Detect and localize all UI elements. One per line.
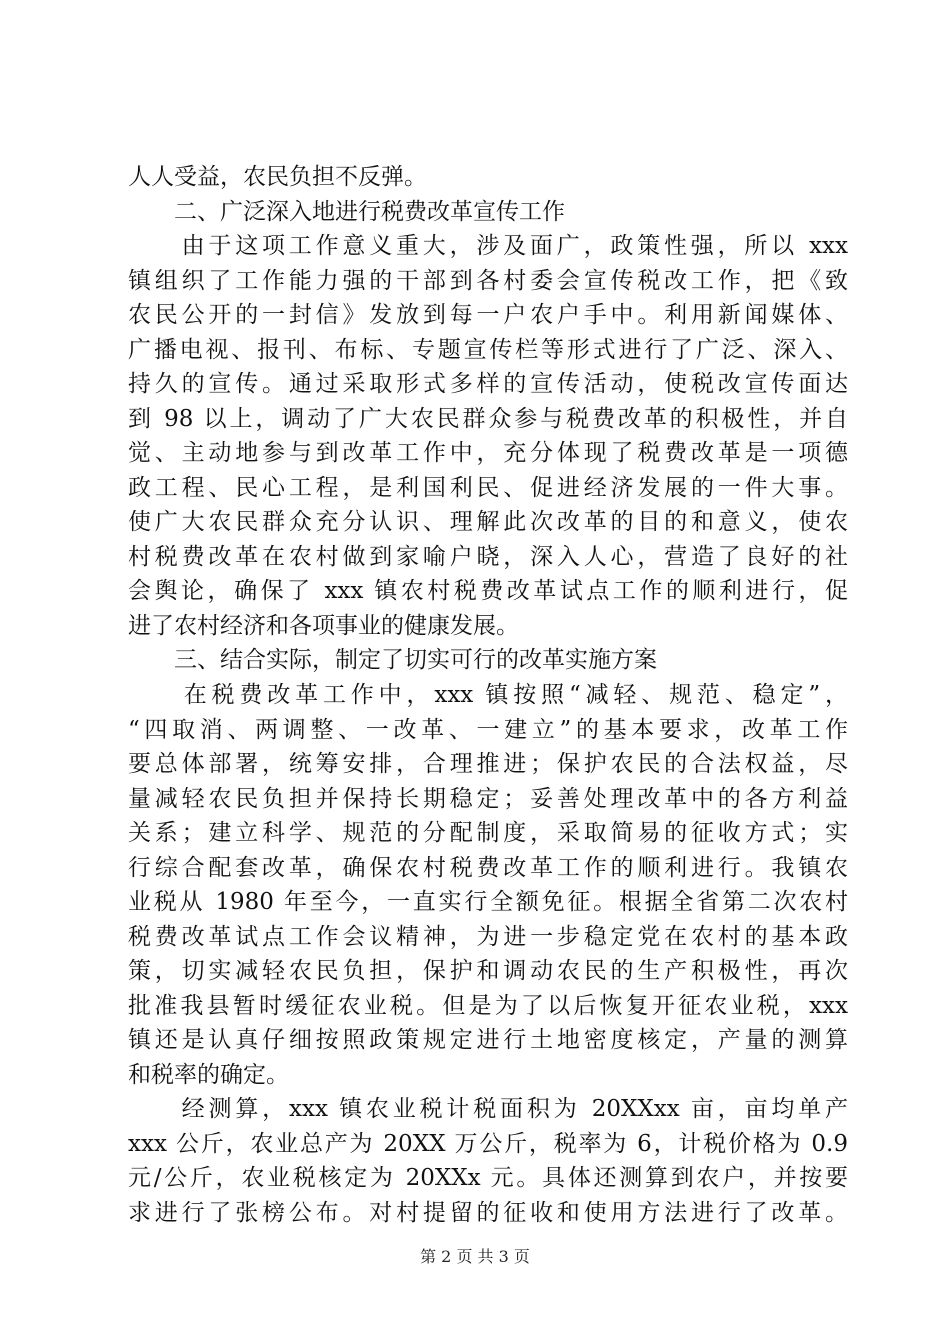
text-line: 持久的宣传。通过采取形式多样的宣传活动，使税改宣传面达: [128, 371, 848, 397]
text-line: 到 98 以上，调动了广大农民群众参与税费改革的积极性，并自: [128, 406, 848, 432]
section-heading: 二、广泛深入地进行税费改革宣传工作: [128, 199, 565, 225]
text-line: 元/公斤，农业税核定为 20XXx 元。具体还测算到农户，并按要: [128, 1165, 848, 1191]
text-line: 量减轻农民负担并保持长期稳定；妥善处理改革中的各方利益: [128, 786, 848, 812]
text-line: 政工程、民心工程，是利国利民、促进经济发展的一件大事。: [128, 475, 848, 501]
section-heading: 三、结合实际，制定了切实可行的改革实施方案: [128, 647, 657, 673]
text-line: 镇还是认真仔细按照政策规定进行土地密度核定，产量的测算: [128, 1027, 848, 1053]
text-line: 在税费改革工作中，xxx 镇按照“减轻、规范、稳定”，: [128, 682, 848, 708]
text-line: 税费改革试点工作会议精神，为进一步稳定党在农村的基本政: [128, 924, 848, 950]
text-line: 进了农村经济和各项事业的健康发展。: [128, 613, 519, 639]
text-line: 关系；建立科学、规范的分配制度，采取简易的征收方式；实: [128, 820, 848, 846]
text-line: 镇组织了工作能力强的干部到各村委会宣传税改工作，把《致: [128, 268, 848, 294]
text-line: 广播电视、报刊、布标、专题宣传栏等形式进行了广泛、深入、: [128, 337, 848, 363]
text-line: “四取消、两调整、一改革、一建立”的基本要求，改革工作: [128, 717, 848, 743]
text-line: 经测算，xxx 镇农业税计税面积为 20XXxx 亩，亩均单产: [128, 1096, 848, 1122]
text-line: 由于这项工作意义重大，涉及面广，政策性强，所以 xxx: [128, 233, 848, 259]
text-line: 行综合配套改革，确保农村税费改革工作的顺利进行。我镇农: [128, 855, 848, 881]
text-line: 要总体部署，统筹安排，合理推进；保护农民的合法权益，尽: [128, 751, 848, 777]
text-line: 策，切实减轻农民负担，保护和调动农民的生产积极性，再次: [128, 958, 848, 984]
text-line: 觉、主动地参与到改革工作中，充分体现了税费改革是一项德: [128, 440, 848, 466]
text-line: 人人受益，农民负担不反弹。: [128, 164, 427, 190]
text-line: 村税费改革在农村做到家喻户晓，深入人心，营造了良好的社: [128, 544, 848, 570]
page-footer: 第 2 页 共 3 页: [420, 1247, 530, 1266]
text-line: 使广大农民群众充分认识、理解此次改革的目的和意义，使农: [128, 509, 848, 535]
text-line: 和税率的确定。: [128, 1062, 289, 1088]
text-line: 会舆论，确保了 xxx 镇农村税费改革试点工作的顺利进行，促: [128, 578, 848, 604]
text-line: 批准我县暂时缓征农业税。但是为了以后恢复开征农业税，xxx: [128, 993, 848, 1019]
text-line: 农民公开的一封信》发放到每一户农户手中。利用新闻媒体、: [128, 302, 848, 328]
text-line: 业税从 1980 年至今，一直实行全额免征。根据全省第二次农村: [128, 889, 848, 915]
text-line: xxx 公斤，农业总产为 20XX 万公斤，税率为 6，计税价格为 0.9: [128, 1131, 848, 1157]
text-line: 求进行了张榜公布。对村提留的征收和使用方法进行了改革。: [128, 1200, 848, 1226]
